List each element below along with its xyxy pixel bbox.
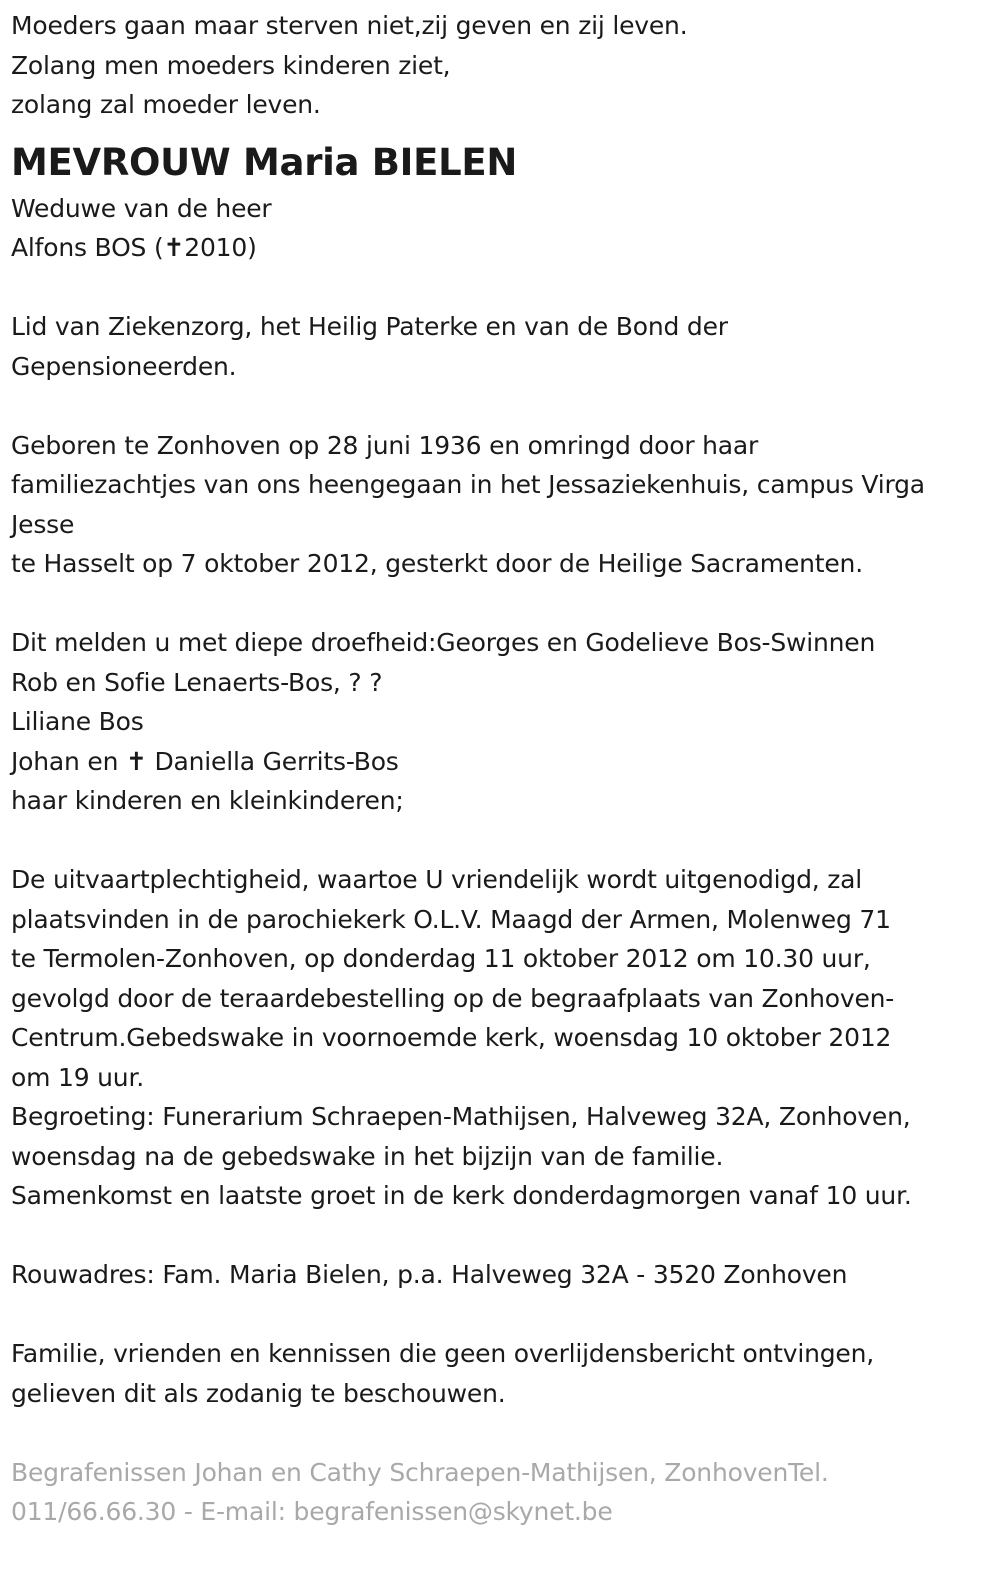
family-line: haar kinderen en kleinkinderen; — [11, 786, 404, 815]
paragraph-gap — [11, 268, 986, 308]
ceremony-line: Samenkomst en laatste groet in de kerk donderdagmorgen vanaf 10 uur. — [11, 1181, 912, 1210]
paragraph-gap — [11, 1295, 986, 1335]
paragraph-gap — [11, 1216, 986, 1256]
death-notice — [11, 6, 986, 1532]
paragraph-gap — [11, 1413, 986, 1453]
family-line: Dit melden u met diepe droefheid:Georges en Godelieve Bos-Swinnen — [11, 628, 876, 657]
footer-line: 011/66.66.30 - E-mail: begrafenissen@skynet.be — [11, 1497, 613, 1526]
deceased-name: MEVROUW Maria BIELEN — [11, 140, 518, 184]
poem — [11, 6, 986, 125]
family-line: Johan en ✝ Daniella Gerrits-Bos — [11, 746, 399, 776]
poem-line: zolang zal moeder leven. — [11, 90, 321, 119]
membership-line: Lid van Ziekenzorg, het Heilig Paterke en van de Bond der — [11, 312, 728, 341]
family-line: Rob en Sofie Lenaerts-Bos, ? ? — [11, 667, 383, 697]
membership-info — [11, 307, 986, 386]
ceremony-info — [11, 860, 986, 1216]
birth-death-line: Jesse — [11, 509, 75, 539]
ceremony-line: Centrum.Gebedswake in voornoemde kerk, woensdag 10 oktober 2012 — [11, 1023, 892, 1052]
ceremony-line: plaatsvinden in de parochiekerk O.L.V. Maagd der Armen, Molenweg 71 — [11, 904, 891, 934]
birth-death-line: te Hasselt op 7 oktober 2012, gesterkt door de Heilige Sacramenten. — [11, 549, 863, 578]
paragraph-gap — [11, 821, 986, 861]
notice-info — [11, 1334, 986, 1413]
notice-line: Familie, vrienden en kennissen die geen overlijdensbericht ontvingen, — [11, 1339, 875, 1368]
paragraph-gap — [11, 386, 986, 426]
spouse-info — [11, 189, 986, 268]
ceremony-line: De uitvaartplechtigheid, waartoe U vriendelijk wordt uitgenodigd, zal — [11, 865, 863, 894]
birth-death-line: familiezachtjes van ons heengegaan in het Jessaziekenhuis, campus Virga — [11, 470, 925, 499]
family-line: Liliane Bos — [11, 707, 144, 736]
ceremony-line: gevolgd door de teraardebestelling op de begraafplaats van Zonhoven- — [11, 983, 895, 1013]
family-info — [11, 623, 986, 821]
ceremony-line: om 19 uur. — [11, 1062, 144, 1092]
poem-line: Moeders gaan maar sterven niet,zij geven en zij leven. — [11, 11, 688, 40]
ceremony-line: Begroeting: Funerarium Schraepen-Mathijsen, Halveweg 32A, Zonhoven, — [11, 1102, 911, 1131]
membership-line: Gepensioneerden. — [11, 351, 237, 381]
birth-death-info — [11, 426, 986, 584]
spouse-line: Alfons BOS (✝2010) — [11, 233, 257, 262]
paragraph-gap — [11, 584, 986, 624]
birth-death-line: Geboren te Zonhoven op 28 juni 1936 en omringd door haar — [11, 430, 759, 460]
ceremony-line: woensdag na de gebedswake in het bijzijn van de familie. — [11, 1141, 724, 1171]
ceremony-line: te Termolen-Zonhoven, op donderdag 11 oktober 2012 om 10.30 uur, — [11, 944, 871, 973]
funeral-home-footer — [11, 1453, 986, 1532]
notice-line: gelieven dit als zodanig te beschouwen. — [11, 1378, 506, 1408]
mourning-address: Rouwadres: Fam. Maria Bielen, p.a. Halveweg 32A - 3520 Zonhoven — [11, 1260, 848, 1289]
poem-line: Zolang men moeders kinderen ziet, — [11, 50, 451, 80]
footer-line: Begrafenissen Johan en Cathy Schraepen-Mathijsen, ZonhovenTel. — [11, 1457, 829, 1487]
spouse-line: Weduwe van de heer — [11, 193, 272, 223]
